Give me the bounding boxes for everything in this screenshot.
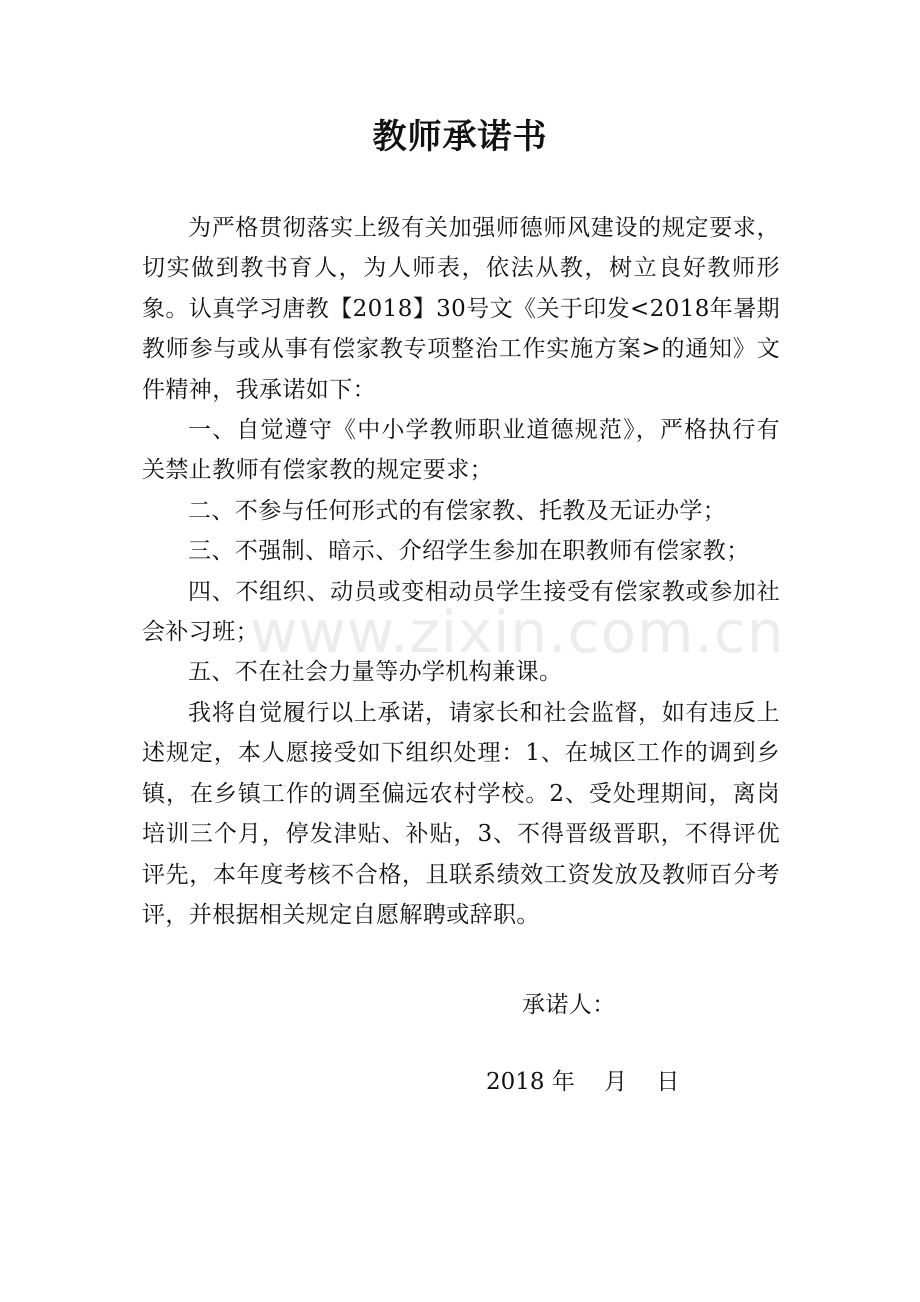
paragraph-intro: 为严格贯彻落实上级有关加强师德师风建设的规定要求，切实做到教书育人，为人师表，依法从教，树立良好教师形象。认真学习唐教【2018】30号文《关于印发<2018年暑期教师参与或从事有偿家教专项整治工作实施方案>的通知》文件精神，我承诺如下： [142,215,781,403]
date-line: 2018 年 月 日 [486,1069,680,1095]
paragraph-item-3: 三、不强制、暗示、介绍学生参加在职教师有偿家教； [188,538,750,565]
paragraph-item-4: 四、不组织、动员或变相动员学生接受有偿家教或参加社会补习班； [142,578,780,646]
watermark: www.zixin.com.cn [250,598,785,666]
paragraph-item-5: 五、不在社会力量等办学机构兼课。 [188,659,563,686]
document-body [142,208,780,935]
signer-label: 承诺人： [522,992,616,1018]
paragraph-item-1: 一、自觉遵守《中小学教师职业道德规范》，严格执行有关禁止教师有偿家教的规定要求； [142,417,780,484]
paragraph-item-2: 二、不参与任何形式的有偿家教、托教及无证办学； [188,497,727,524]
document-title: 教师承诺书 [372,117,548,157]
paragraph-commitment: 我将自觉履行以上承诺，请家长和社会监督，如有违反上述规定，本人愿接受如下组织处理：1、在城区工作的调到乡镇，在乡镇工作的调至偏远农村学校。2、受处理期间，离岗培训三个月，停发津贴、补贴，3、不得晋级晋职，不得评优评先，本年度考核不合格，且联系绩效工资发放及教师百分考评，并根据相关规定自愿解聘或辞职。 [142,699,780,928]
